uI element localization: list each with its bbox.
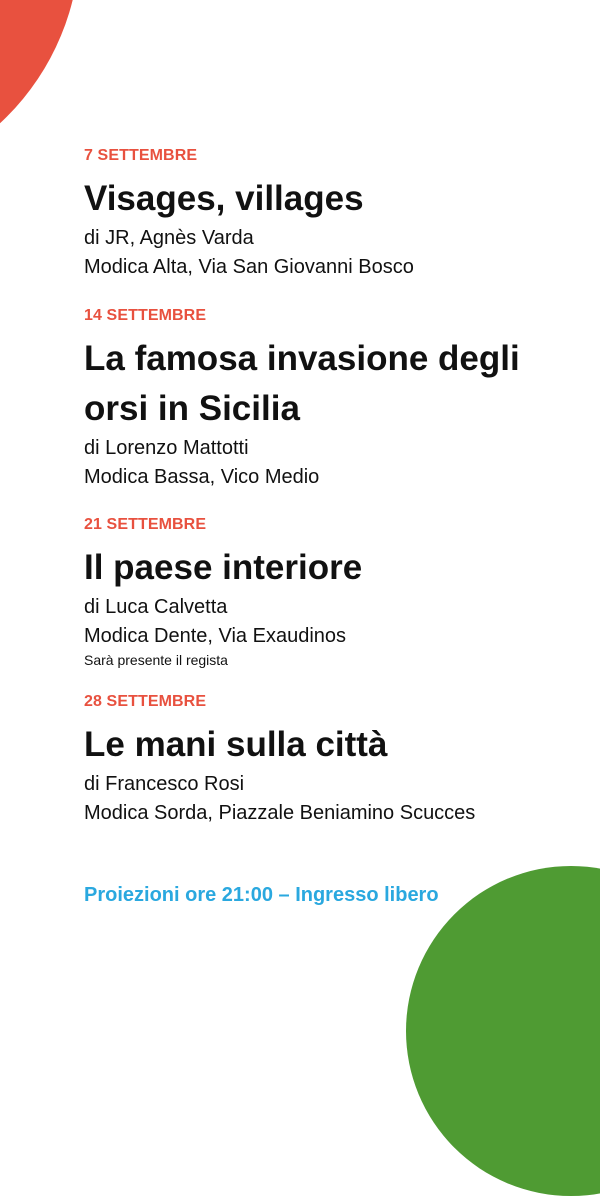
event-director: di Luca Calvetta xyxy=(84,596,228,618)
screening-info: Proiezioni ore 21:00 – Ingresso libero xyxy=(84,884,439,906)
event-title: Le mani sulla città xyxy=(84,725,388,764)
event-title: Il paese interiore xyxy=(84,548,363,587)
event-title: Visages, villages xyxy=(84,179,364,218)
event-location: Modica Alta, Via San Giovanni Bosco xyxy=(84,256,414,278)
event-director: di Francesco Rosi xyxy=(84,773,245,795)
event-date: 28 SETTEMBRE xyxy=(84,693,207,710)
event-director: di Lorenzo Mattotti xyxy=(84,437,249,459)
event-location: Modica Sorda, Piazzale Beniamino Scucces xyxy=(84,802,476,824)
decorative-green-shape xyxy=(406,866,600,1196)
event-date: 14 SETTEMBRE xyxy=(84,307,207,324)
event-director: di JR, Agnès Varda xyxy=(84,227,254,249)
event-14-settembre xyxy=(84,308,584,492)
event-21-settembre xyxy=(84,517,584,669)
event-28-settembre xyxy=(84,694,584,828)
event-location: Modica Bassa, Vico Medio xyxy=(84,466,320,488)
event-7-settembre xyxy=(84,148,584,282)
event-date: 7 SETTEMBRE xyxy=(84,147,198,164)
event-date: 21 SETTEMBRE xyxy=(84,516,207,533)
event-title: La famosa invasione degli orsi in Sicilia xyxy=(84,339,520,428)
decorative-red-shape xyxy=(0,0,80,190)
event-note: Sarà presente il regista xyxy=(84,652,228,668)
event-location: Modica Dente, Via Exaudinos xyxy=(84,625,347,647)
